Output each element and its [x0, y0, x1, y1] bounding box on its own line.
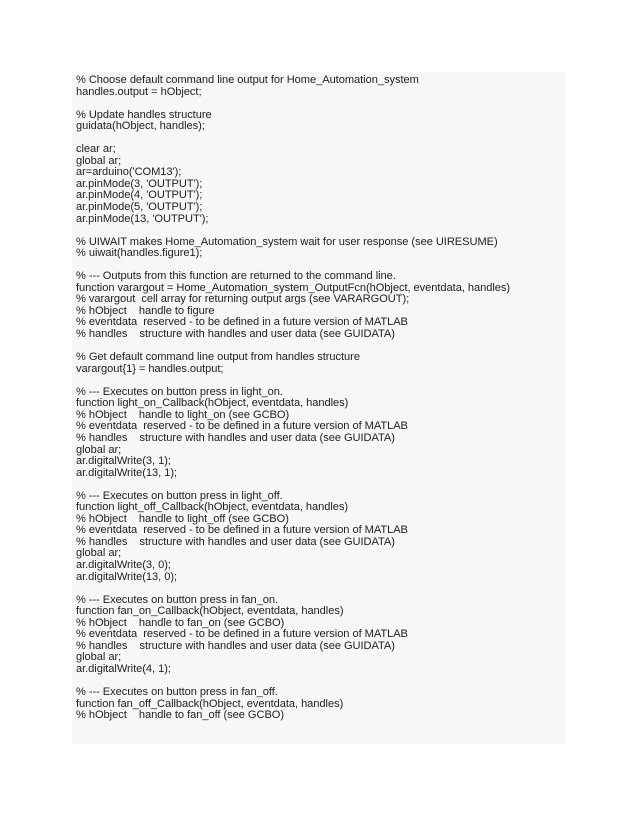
code-line: ar.pinMode(5, 'OUTPUT');: [76, 202, 203, 214]
code-line: function fan_on_Callback(hObject, eventdata, handles): [76, 606, 344, 618]
code-line: [76, 479, 565, 491]
code-line: global ar;: [76, 652, 122, 664]
code-line: function light_off_Callback(hObject, eventdata, handles): [76, 502, 349, 514]
code-line: % --- Executes on button press in fan_on.: [76, 594, 279, 606]
code-line: ar.digitalWrite(13, 1);: [76, 467, 177, 479]
code-line: [76, 260, 565, 272]
code-line: % hObject handle to fan_off (see GCBO): [76, 710, 285, 722]
code-line: % Update handles structure: [76, 109, 212, 121]
code-line: % hObject handle to figure: [76, 305, 215, 317]
code-line: % eventdata reserved - to be defined in a future version of MATLAB: [76, 525, 408, 537]
code-line: % --- Executes on button press in light_off.: [76, 490, 283, 502]
code-line: % hObject handle to light_on (see GCBO): [76, 409, 290, 421]
code-line: global ar;: [76, 548, 122, 560]
code-line: [76, 583, 565, 595]
code-line: ar.pinMode(13, 'OUTPUT');: [76, 213, 209, 225]
code-line: % UIWAIT makes Home_Automation_system wait for user response (see UIRESUME): [76, 236, 498, 248]
code-line: % varargout cell array for returning output args (see VARARGOUT);: [76, 294, 410, 306]
code-line: function fan_off_Callback(hObject, eventdata, handles): [76, 698, 344, 710]
code-line: varargout{1} = handles.output;: [76, 363, 224, 375]
code-line: % handles structure with handles and user data (see GUIDATA): [76, 329, 395, 341]
code-line: ar.pinMode(4, 'OUTPUT');: [76, 190, 203, 202]
code-line: % Choose default command line output for Home_Automation_system: [76, 75, 419, 86]
code-line: % eventdata reserved - to be defined in a future version of MATLAB: [76, 317, 408, 329]
code-line: handles.output = hObject;: [76, 86, 202, 98]
code-line: ar=arduino('COM13');: [76, 167, 182, 179]
code-line: global ar;: [76, 444, 122, 456]
code-line: [76, 675, 565, 687]
code-line: [76, 133, 565, 145]
code-lines: [72, 72, 565, 722]
code-line: % Get default command line output from handles structure: [76, 352, 360, 364]
code-line: guidata(hObject, handles);: [76, 121, 205, 133]
code-line: ar.digitalWrite(13, 0);: [76, 571, 177, 583]
code-line: % --- Outputs from this function are returned to the command line.: [76, 271, 396, 283]
code-line: % --- Executes on button press in fan_off.: [76, 686, 278, 698]
code-line: ar.digitalWrite(3, 1);: [76, 456, 171, 468]
code-line: % eventdata reserved - to be defined in a future version of MATLAB: [76, 629, 408, 641]
code-line: ar.pinMode(3, 'OUTPUT');: [76, 178, 203, 190]
code-line: [76, 98, 565, 110]
code-line: function varargout = Home_Automation_system_OutputFcn(hObject, eventdata, handles): [76, 282, 511, 294]
code-line: % hObject handle to fan_on (see GCBO): [76, 617, 285, 629]
code-line: function light_on_Callback(hObject, eventdata, handles): [76, 398, 349, 410]
code-line: clear ar;: [76, 144, 116, 156]
code-line: % --- Executes on button press in light_on.: [76, 386, 283, 398]
code-line: % hObject handle to light_off (see GCBO): [76, 513, 289, 525]
code-line: % handles structure with handles and user data (see GUIDATA): [76, 432, 395, 444]
code-line: ar.digitalWrite(4, 1);: [76, 663, 171, 675]
code-line: global ar;: [76, 155, 122, 167]
code-line: [76, 375, 565, 387]
code-line: % uiwait(handles.figure1);: [76, 248, 203, 260]
code-line: % handles structure with handles and user data (see GUIDATA): [76, 640, 395, 652]
code-line: [76, 341, 565, 353]
code-line: ar.digitalWrite(3, 0);: [76, 559, 171, 571]
code-line: % eventdata reserved - to be defined in a future version of MATLAB: [76, 421, 408, 433]
code-listing: [72, 72, 565, 744]
code-line: [76, 225, 565, 237]
code-line: % handles structure with handles and user data (see GUIDATA): [76, 536, 395, 548]
